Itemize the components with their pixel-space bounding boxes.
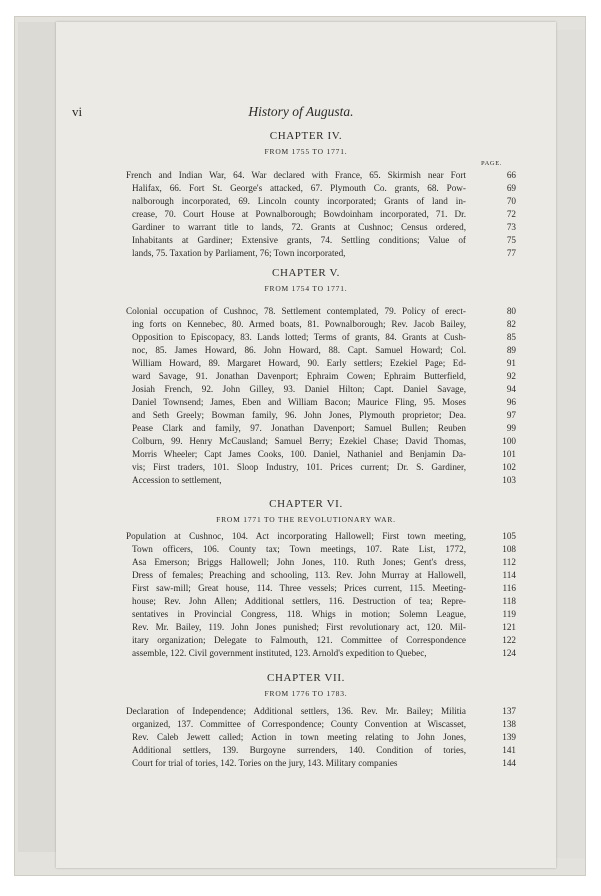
chapter-entries (126, 169, 536, 260)
toc-page-number: 112 (502, 557, 516, 567)
toc-page-number: 138 (502, 719, 516, 729)
toc-line (126, 169, 536, 182)
toc-line (126, 195, 536, 208)
toc-page-number: 139 (502, 732, 516, 742)
toc-page-number: 80 (506, 306, 516, 316)
toc-line (126, 556, 536, 569)
toc-line-text: Rev. Caleb Jewett called; Action in town meeting relating to John Jones, (132, 732, 466, 742)
toc-line-text: Declaration of Independence; Additional settlers, 136. Rev. Mr. Bailey; Militia (126, 706, 466, 716)
toc-line-text: Gardiner to warrant title to lands, 72. Grants at Cushnoc; Census ordered, (132, 222, 466, 232)
toc-line (126, 370, 536, 383)
toc-page-number: 137 (502, 706, 516, 716)
toc-line-text: Population at Cushnoc, 104. Act incorporating Hallowell; First town meeting, (126, 531, 466, 541)
toc-line (126, 221, 536, 234)
toc-line-text: Josiah French, 92. John Gilley, 93. Daniel Hilton; Capt. Daniel Savage, (132, 384, 466, 394)
toc-line (126, 543, 536, 556)
toc-line (126, 344, 536, 357)
toc-line (126, 182, 536, 195)
toc-line-text: itary organization; Delegate to Falmouth, 121. Committee of Correspondence (132, 635, 466, 645)
toc-line-text: noc, 85. James Howard, 86. John Howard, 88. Capt. Samuel Howard; Col. (132, 345, 466, 355)
toc-page-number: 124 (502, 648, 516, 658)
toc-page-number: 141 (502, 745, 516, 755)
chapter-v (56, 267, 556, 293)
toc-line (126, 757, 536, 770)
toc-page-number: 118 (502, 596, 516, 606)
toc-line-text: lands, 75. Taxation by Parliament, 76; Town incorporated, (132, 248, 346, 258)
toc-line-text: vis; First traders, 101. Sloop Industry, 101. Prices current; Dr. S. Gardiner, (132, 462, 466, 472)
chapter-vi (56, 498, 556, 524)
toc-line-text: First saw-mill; Great house, 114. Three vessels; Prices current, 115. Meeting- (132, 583, 466, 593)
toc-page-number: 85 (506, 332, 516, 342)
toc-page-number: 122 (502, 635, 516, 645)
toc-page-number: 105 (502, 531, 516, 541)
toc-page-number: 82 (506, 319, 516, 329)
toc-page-number: 70 (506, 196, 516, 206)
toc-line-text: nalborough incorporated, 69. Lincoln county incorporated; Grants of land in- (132, 196, 466, 206)
toc-line (126, 718, 536, 731)
toc-page-number: 77 (506, 248, 516, 258)
toc-line-text: crease, 70. Court House at Pownalborough; Bowdoinham incorporated, 71. Dr. (132, 209, 466, 219)
toc-line-text: ing forts on Kennebec, 80. Armed boats, 81. Pownalborough; Rev. Jacob Bailey, (132, 319, 466, 329)
toc-line-text: Pease Clark and family, 97. Jonathan Davenport; Samuel Bullen; Reuben (132, 423, 466, 433)
toc-line-text: ward Savage, 91. Jonathan Davenport; Ephraim Cowen; Ephraim Butterfield, (132, 371, 466, 381)
toc-page-number: 89 (506, 345, 516, 355)
toc-page-number: 94 (506, 384, 516, 394)
chapter-entries (126, 705, 536, 770)
toc-page-number: 102 (502, 462, 516, 472)
toc-line (126, 409, 536, 422)
right-page-edge (552, 30, 585, 858)
left-page-edge (18, 22, 59, 852)
toc-line-text: Morris Wheeler; Capt James Cooks, 100. Daniel, Nathaniel and Benjamin Da- (132, 449, 466, 459)
toc-page-number: 66 (506, 170, 516, 180)
toc-line (126, 234, 536, 247)
toc-line (126, 595, 536, 608)
toc-line (126, 474, 536, 487)
toc-line (126, 318, 536, 331)
toc-line-text: sentatives in Provincial Congress, 118. Whigs in motion; Solemn League, (132, 609, 466, 619)
toc-line-text: house; Rev. John Allen; Additional settlers, 116. Destruction of tea; Repre- (132, 596, 466, 606)
toc-line (126, 435, 536, 448)
toc-line-text: William Howard, 89. Margaret Howard, 90. Early settlers; Ezekiel Page; Ed- (132, 358, 466, 368)
toc-page-number: 121 (502, 622, 516, 632)
page-number: vi (72, 104, 83, 119)
toc-page-number: 114 (502, 570, 516, 580)
toc-line-text: Dress of females; Preaching and schooling, 113. Rev. John Murray at Hallowell, (132, 570, 466, 580)
book-title: History of Augusta. (248, 104, 354, 119)
toc-line-text: Colburn, 99. Henry McCausland; Samuel Berry; Ezekiel Chase; David Thomas, (132, 436, 466, 446)
toc-line (126, 731, 536, 744)
toc-line (126, 744, 536, 757)
toc-line (126, 647, 536, 660)
chapter-iv (56, 130, 556, 156)
toc-line (126, 634, 536, 647)
toc-page-number: 116 (502, 583, 516, 593)
chapter-dates: FROM 1754 TO 1771. (264, 284, 348, 293)
chapter-dates: FROM 1776 TO 1783. (264, 689, 348, 698)
toc-line (126, 530, 536, 543)
toc-line (126, 582, 536, 595)
toc-line-text: assemble, 122. Civil government instituted, 123. Arnold's expedition to Quebec, (132, 648, 427, 658)
toc-line-text: Inhabitants at Gardiner; Extensive grants, 74. Settling conditions; Value of (132, 235, 466, 245)
toc-line-text: Daniel Townsend; James, Eben and William Bacon; Maurice Fling, 95. Moses (132, 397, 466, 407)
toc-page-number: 99 (506, 423, 516, 433)
toc-line-text: Opposition to Episcopacy, 83. Lands lotted; Terms of grants, 84. Grants at Cush- (132, 332, 466, 342)
toc-line-text: Halifax, 66. Fort St. George's attacked, 67. Plymouth Co. grants, 68. Pow- (132, 183, 466, 193)
toc-page-number: 75 (506, 235, 516, 245)
toc-page-number: 92 (506, 371, 516, 381)
chapter-title: CHAPTER VII. (267, 672, 345, 684)
running-head (66, 104, 536, 126)
toc-line-text: organized, 137. Committee of Correspondence; County Convention at Wiscasset, (132, 719, 466, 729)
chapter-dates: FROM 1771 TO THE REVOLUTIONARY WAR. (216, 515, 396, 524)
toc-page-number: 91 (506, 358, 516, 368)
page-column-label: PAGE. (480, 160, 502, 167)
toc-page-number: 103 (502, 475, 516, 485)
toc-page-number: 72 (506, 209, 516, 219)
toc-line (126, 208, 536, 221)
toc-line-text: Town officers, 106. County tax; Town meetings, 107. Rate List, 1772, (132, 544, 466, 554)
book-page (56, 22, 556, 868)
chapter-title: CHAPTER IV. (269, 130, 343, 142)
toc-line (126, 461, 536, 474)
chapter-dates: FROM 1755 TO 1771. (264, 147, 348, 156)
toc-line-text: French and Indian War, 64. War declared with France, 65. Skirmish near Fort (126, 170, 466, 180)
toc-line (126, 569, 536, 582)
toc-page-number: 97 (506, 410, 516, 420)
toc-line-text: Colonial occupation of Cushnoc, 78. Settlement contemplated, 79. Policy of erect- (126, 306, 466, 316)
toc-page-number: 69 (506, 183, 516, 193)
toc-line (126, 705, 536, 718)
toc-page-number: 119 (502, 609, 516, 619)
toc-page-number: 100 (502, 436, 516, 446)
toc-line-text: Accession to settlement, (132, 475, 222, 485)
chapter-entries (126, 530, 536, 660)
toc-line (126, 305, 536, 318)
toc-line (126, 608, 536, 621)
chapter-title: CHAPTER V. (272, 267, 340, 279)
toc-line (126, 621, 536, 634)
chapter-entries (126, 305, 536, 487)
toc-page-number: 144 (502, 758, 516, 768)
toc-line (126, 383, 536, 396)
toc-page-number: 73 (506, 222, 516, 232)
toc-line-text: and Seth Greely; Bowman family, 96. John Jones, Plymouth proprietor; Dea. (132, 410, 466, 420)
toc-line-text: Additional settlers, 139. Burgoyne surrenders, 140. Condition of tories, (132, 745, 466, 755)
toc-line-text: Court for trial of tories, 142. Tories on the jury, 143. Military companies (132, 758, 398, 768)
toc-line (126, 448, 536, 461)
toc-line-text: Rev. Mr. Bailey, 119. John Jones punished; First revolutionary act, 120. Mil- (132, 622, 466, 632)
toc-line (126, 331, 536, 344)
toc-page-number: 101 (502, 449, 516, 459)
toc-line (126, 247, 536, 260)
toc-line (126, 422, 536, 435)
chapter-title: CHAPTER VI. (269, 498, 343, 510)
chapter-vii (56, 672, 556, 698)
toc-line-text: Asa Emerson; Briggs Hallowell; John Jones, 110. Ruth Jones; Gent's dress, (132, 557, 466, 567)
toc-line (126, 396, 536, 409)
toc-page-number: 108 (502, 544, 516, 554)
toc-page-number: 96 (506, 397, 516, 407)
toc-line (126, 357, 536, 370)
